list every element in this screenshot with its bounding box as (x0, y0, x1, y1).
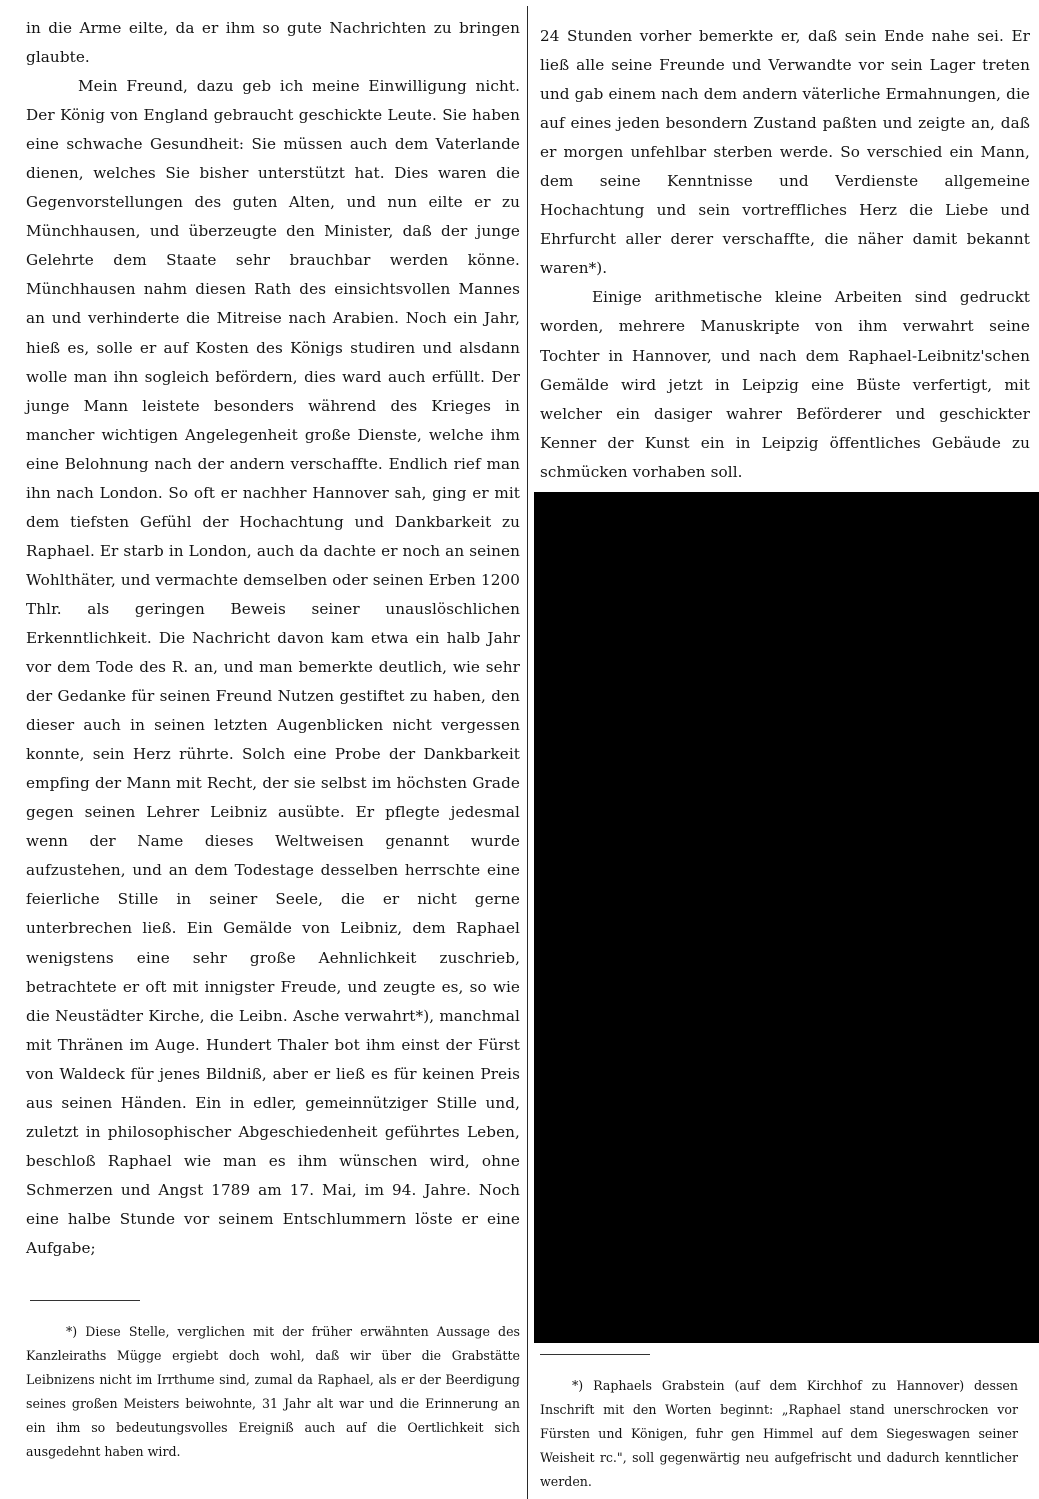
right-paragraph-1: 24 Stunden vorher bemerkte er, daß sein Ende nahe sei. Er ließ alle seine Freunde und Verwandte vor sein Lager treten und gab einem nach dem andern väterliche Ermahnungen, die auf eines jeden besondern Zustand paßten und zeigte an, daß er morgen unfehlbar sterben werde. So verschied ein Mann, dem seine Kenntnisse und Verdienste allgemeine Hochachtung und sein vortreffliches Herz die Liebe und Ehrfurcht aller derer verschaffte, die näher damit bekannt waren*). (540, 27, 1030, 278)
left-paragraph-1: in die Arme eilte, da er ihm so gute Nachrichten zu bringen glaubte. (26, 19, 520, 67)
right-column (540, 22, 1030, 516)
left-paragraph-2: Mein Freund, dazu geb ich meine Einwilligung nicht. Der König von England gebraucht geschickte Leute. Sie haben eine schwache Gesundheit: Sie müssen auch dem Vaterlande dienen, welches Sie bisher unterstützt hat. Dies waren die Gegenvorstellungen des guten Alten, und nun eilte er zu Münchhausen, und überzeugte den Minister, daß der junge Gelehrte dem Staate sehr brauchbar werden könne. Münchhausen nahm diesen Rath des einsichtsvollen Mannes an und verhinderte die Mitreise nach Arabien. Noch ein Jahr, hieß es, solle er auf Kosten des Königs studiren und alsdann wolle man ihn sogleich befördern, dies ward auch erfüllt. Der junge Mann leistete besonders während des Krieges in mancher wichtigen Angelegenheit große Dienste, welche ihm eine Belohnung nach der andern verschaffte. Endlich rief man ihn nach London. So oft er nachher Hannover sah, ging er mit dem tiefsten Gefühl der Hochachtung und Dankbarkeit zu Raphael. Er starb in London, auch da dachte er noch an seinen Wohlthäter, und vermachte demselben oder seinen Erben 1200 Thlr. als geringen Beweis seiner unauslöschlichen Erkenntlichkeit. Die Nachricht davon kam etwa ein halb Jahr vor dem Tode des R. an, und man bemerkte deutlich, wie sehr der Gedanke für seinen Freund Nutzen gestiftet zu haben, den dieser auch in seinen letzten Augenblicken nicht vergessen konnte, sein Herz rührte. Solch eine Probe der Dankbarkeit empfing der Mann mit Recht, der sie selbst im höchsten Grade gegen seinen Lehrer Leibniz ausübte. Er pflegte jedesmal wenn der Name dieses Weltweisen genannt wurde aufzustehen, und an dem Todestage desselben herrschte eine feierliche Stille in seiner Seele, die er nicht gerne unterbrechen ließ. Ein Gemälde von Leibniz, dem Raphael wenigstens eine sehr große Aehnlichkeit zuschrieb, betrachtete er oft mit innigster Freude, und zeugte es, so wie die Neustädter Kirche, die Leibn. Asche verwahrt*), manchmal mit Thränen im Auge. Hundert Thaler bot ihm einst der Fürst von Waldeck für jenes Bildniß, aber er ließ es für keinen Preis aus seinen Händen. Ein in edler, gemeinnütziger Stille und, zuletzt in philosophischer Abgeschiedenheit geführtes Leben, beschloß Raphael wie man es ihm wünschen wird, ohne Schmerzen und Angst 1789 am 17. Mai, im 94. Jahre. Noch eine halbe Stunde vor seinem Entschlummern löste er eine Aufgabe; (26, 77, 520, 1257)
right-footnote: *) Raphaels Grabstein (auf dem Kirchhof zu Hannover) dessen Inschrift mit den Worten beginnt: „Raphael stand unerschrocken vor Fürsten und Königen, fuhr gen Himmel auf dem Siegeswagen seiner Weisheit rc.", soll gegenwärtig neu aufgefrischt und dadurch kenntlicher werden. (540, 1378, 1018, 1489)
column-divider (527, 6, 528, 1499)
left-footnote: *) Diese Stelle, verglichen mit der früher erwähnten Aussage des Kanzleiraths Mügge ergiebt doch wohl, daß wir über die Grabstätte Leibnizens nicht im Irrthume sind, zumal da Raphael, als er der Beerdigung seines großen Meisters beiwohnte, 31 Jahr alt war und die Erinnerung an ein ihm so bedeutungsvolles Ereigniß auch auf die Oertlichkeit sich ausgedehnt haben wird. (26, 1324, 520, 1459)
right-paragraph-2: Einige arithmetische kleine Arbeiten sind gedruckt worden, mehrere Manuskripte von ihm verwahrt seine Tochter in Hannover, und nach dem Raphael-Leibnitz'schen Gemälde wird jetzt in Leipzig eine Büste verfertigt, mit welcher ein dasiger wahrer Beförderer und geschickter Kenner der Kunst ein in Leipzig öffentliches Gebäude zu schmücken vorhaben soll. (540, 288, 1030, 481)
redacted-block (534, 492, 1039, 1343)
right-footnote-rule (540, 1354, 650, 1355)
left-column (26, 14, 520, 1263)
left-footnote-rule (30, 1300, 140, 1301)
